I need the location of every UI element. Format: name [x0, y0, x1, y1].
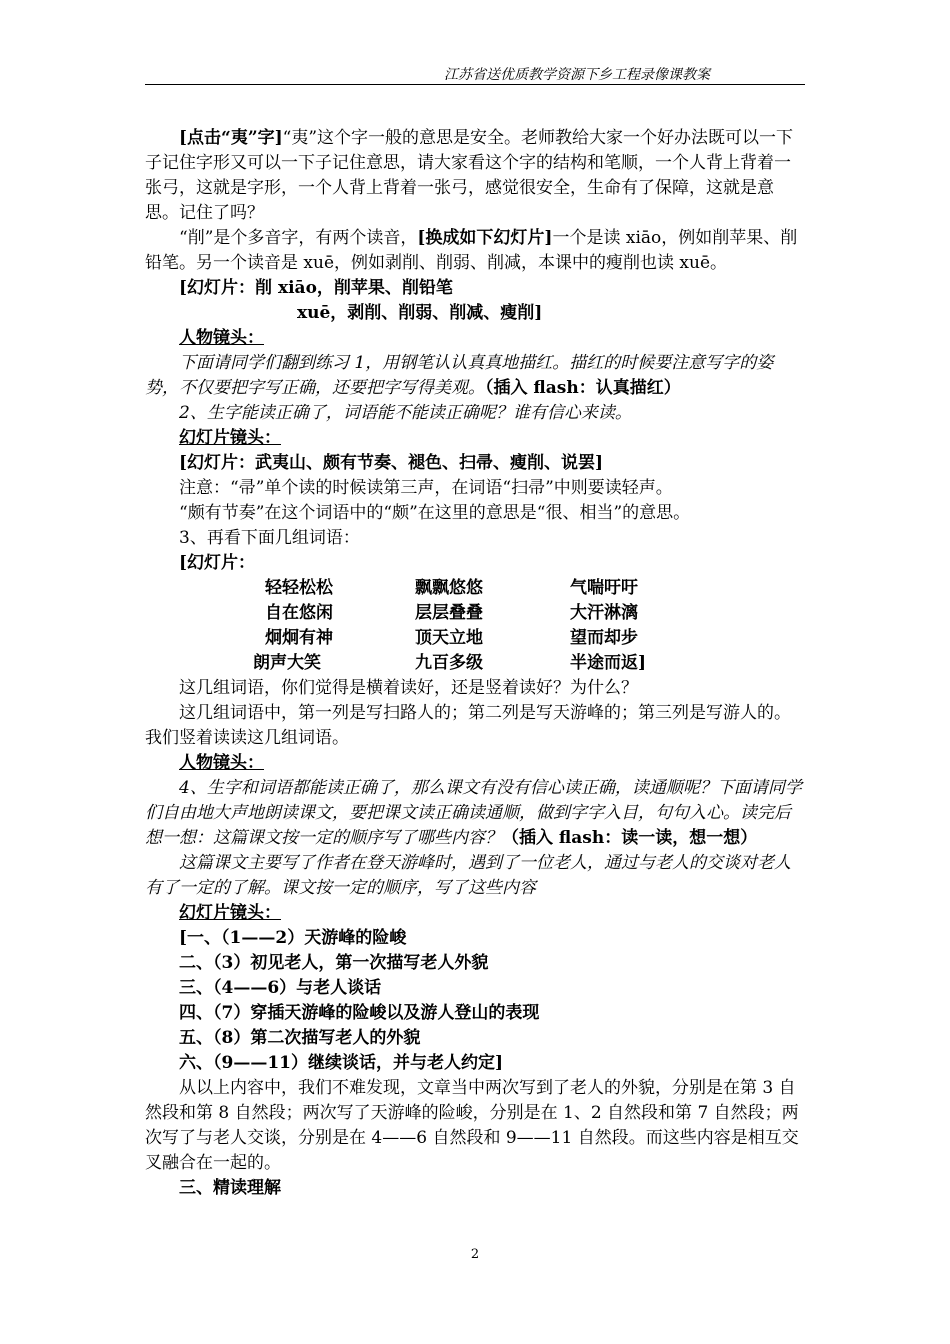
- flash-instruction: （插入 flash：读一读，想一想）: [502, 828, 758, 848]
- shot-heading: 幻灯片镜头：: [179, 903, 281, 923]
- slide-line: [幻灯片：削 xiāo，削苹果、削铅笔: [179, 278, 453, 298]
- word-grid: [253, 576, 807, 676]
- word-cell: 自在悠闲: [265, 603, 333, 623]
- outline-item: 三、（4——6）与老人谈话: [179, 978, 382, 998]
- paragraph-tracing: [145, 351, 807, 401]
- word-cell: 大汗淋漓: [570, 603, 638, 623]
- outline-item: [一、（1——2）天游峰的险峻: [179, 928, 407, 948]
- word-cell: 望而却步: [570, 628, 638, 648]
- word-cell: 飘飘悠悠: [415, 578, 483, 598]
- word-cell: 层层叠叠: [415, 603, 483, 623]
- paragraph-words: 2、生字能读正确了，词语能不能读正确呢？谁有信心来读。: [179, 403, 632, 423]
- paragraph-text: “削”是个多音字，有两个读音，: [179, 228, 418, 248]
- word-cell: 炯炯有神: [265, 628, 333, 648]
- question-line: 这几组词语中，第一列是写扫路人的；第二列是写天游峰的；第三列是写游人的。我们竖着读读这几组词语。: [145, 703, 791, 748]
- word-cell: 顶天立地: [415, 628, 483, 648]
- slide-instruction: [换成如下幻灯片]: [417, 228, 553, 248]
- word-cell: 九百多级: [415, 653, 483, 673]
- outline-item: 二、（3）初见老人，第一次描写老人外貌: [179, 953, 489, 973]
- page-header: [145, 62, 805, 85]
- paragraph-xiao: [145, 226, 807, 276]
- outline-item: 五、（8）第二次描写老人的外貌: [179, 1028, 421, 1048]
- slide-line: [幻灯片：武夷山、颇有节奏、褪色、扫帚、瘦削、说罢]: [179, 453, 604, 473]
- paragraph-summary: 这篇课文主要写了作者在登天游峰时，遇到了一位老人，通过与老人的交谈对老人有了一定的了解。课文按一定的顺序，写了这些内容: [145, 853, 791, 898]
- shot-heading: 人物镜头：: [179, 753, 264, 773]
- paragraph-text: 4、生字和词语都能读正确了，那么课文有没有信心读正确，读通顺呢？下面请同学们自由地大声地朗读课文，要把课文读正确读通顺，做到字字入目，句句入心。读完后想一想：这篇课文按一定的顺序写了哪些内容？: [145, 778, 802, 848]
- word-cell: 气喘吁吁: [570, 578, 638, 598]
- note-line: 注意：“帚”单个读的时候读第三声，在词语“扫帚”中则要读轻声。: [179, 478, 673, 498]
- document-body: [145, 126, 807, 1201]
- page-number: 2: [470, 1247, 480, 1262]
- word-cell: 半途而返]: [570, 653, 647, 673]
- outline-item: 四、（7）穿插天游峰的险峻以及游人登山的表现: [179, 1003, 540, 1023]
- slide-line: xuē，剥削、削弱、削减、瘦削]: [297, 303, 543, 323]
- word-cell: 轻轻松松: [265, 578, 333, 598]
- section-heading: 三、精读理解: [179, 1178, 281, 1198]
- paragraph-text: 下面请同学们翻到练习 1，用钢笔认认真真地描红。描红的时候要注意写字的姿势，不仅要把字写正确，还要把字写得美观。: [145, 353, 774, 398]
- paragraph-yi: [145, 126, 807, 226]
- paragraph-groups: 3、再看下面几组词语：: [179, 528, 360, 548]
- outline-item: 六、（9——11）继续谈话，并与老人约定]: [179, 1053, 504, 1073]
- shot-heading: 人物镜头：: [179, 328, 264, 348]
- paragraph-text: “夷”这个字一般的意思是安全。老师教给大家一个好办法既可以一下子记住字形又可以一下子记住意思，请大家看这个字的结构和笔顺，一个人背上背着一张弓，这就是字形，一个人背上背着一张弓，感觉很安全，生命有了保障，这就是意思。记住了吗？: [145, 128, 794, 223]
- question-line: 这几组词语，你们觉得是横着读好，还是竖着读好？为什么？: [179, 678, 638, 698]
- header-title: 江苏省送优质教学资源下乡工程录像课教案: [444, 67, 710, 83]
- word-cell: 朗声大笑: [253, 653, 321, 673]
- slide-label: [幻灯片：: [179, 553, 256, 573]
- paragraph-text: 一个是读 xiāo，例如削苹果、削铅笔。另一个读音是 xuē，例如剥削、削弱、削减，本课中的瘦削也读 xuē。: [145, 228, 798, 273]
- click-instruction: [点击“夷”字]: [179, 128, 283, 148]
- flash-instruction: （插入 flash：认真描红）: [485, 378, 681, 398]
- note-line: “颇有节奏”在这个词语中的“颇”在这里的意思是“很、相当”的意思。: [179, 503, 691, 523]
- paragraph-reading: [145, 776, 807, 851]
- shot-heading: 幻灯片镜头：: [179, 428, 281, 448]
- paragraph-analysis: 从以上内容中，我们不难发现，文章当中两次写到了老人的外貌，分别是在第 3 自然段和第 8 自然段；两次写了天游峰的险峻，分别是在 1、2 自然段和第 7 自然段；两次写了与老人交谈，分别是在 4——6 自然段和 9——11 自然段。而这些内容是相互交叉融合在一起的。: [145, 1078, 799, 1173]
